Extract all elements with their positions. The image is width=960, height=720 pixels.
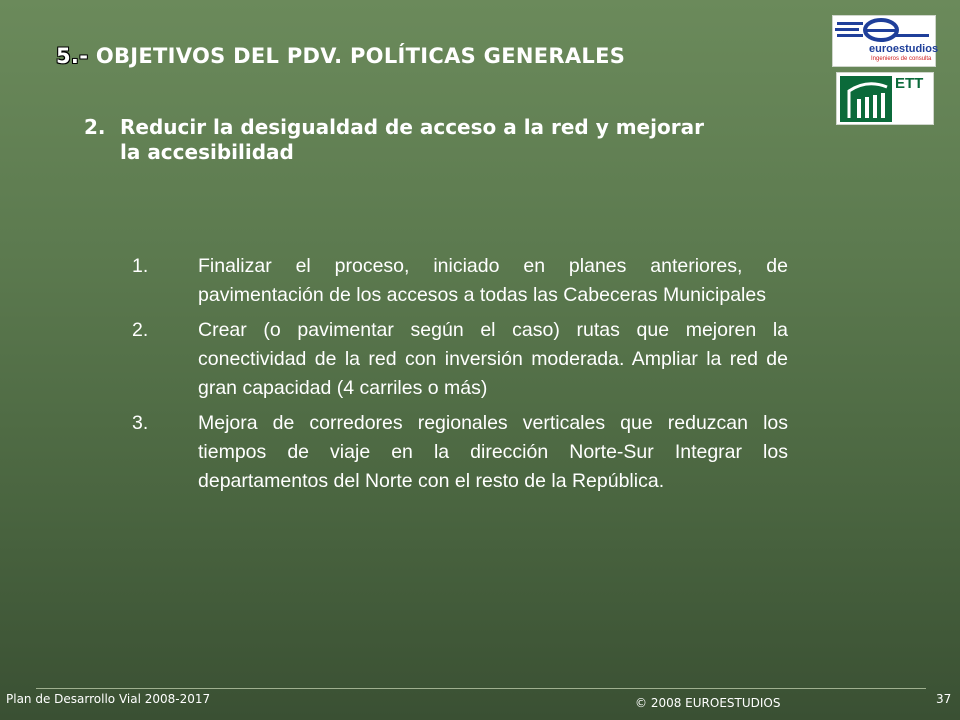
list-item-text: Crear (o pavimentar según el caso) rutas que mejoren la conectividad de la red con inversión moderada. Ampliar la red de gran capacidad (4 carriles o más) xyxy=(198,319,788,399)
list-item xyxy=(132,409,788,496)
euroestudios-name: euroestudios xyxy=(869,43,939,55)
euroestudios-logo xyxy=(832,15,939,67)
section-subtitle xyxy=(84,115,724,165)
page-number: 37 xyxy=(936,692,952,706)
footer-copyright: © 2008 EUROESTUDIOS xyxy=(635,696,781,710)
list-item-text: Mejora de corredores regionales verticales que reduzcan los tiempos de viaje en la dirección Norte-Sur Integrar los departamentos del Norte con el resto de la República. xyxy=(198,412,788,492)
list-item-number: 2. xyxy=(132,319,149,341)
list-item-number: 3. xyxy=(132,412,149,434)
objectives-list xyxy=(132,252,788,502)
list-item-text: Finalizar el proceso, iniciado en planes anteriores, de pavimentación de los accesos a todas las Cabeceras Municipales xyxy=(198,255,788,306)
ett-name: ETT xyxy=(895,75,924,92)
slide-title xyxy=(56,44,625,68)
ett-logo xyxy=(836,72,934,125)
footer-divider xyxy=(36,688,926,689)
title-text: OBJETIVOS DEL PDV. POLÍTICAS GENERALES xyxy=(88,44,626,68)
list-item-number: 1. xyxy=(132,255,149,277)
footer-plan-name: Plan de Desarrollo Vial 2008-2017 xyxy=(6,692,211,706)
euroestudios-tagline: Ingenieros de consulta xyxy=(871,56,932,62)
subtitle-text: Reducir la desigualdad de acceso a la red y mejorar la accesibilidad xyxy=(120,115,704,164)
title-number: 5.- xyxy=(56,44,89,68)
list-item xyxy=(132,252,788,310)
list-item xyxy=(132,316,788,403)
subtitle-number: 2. xyxy=(84,115,106,139)
